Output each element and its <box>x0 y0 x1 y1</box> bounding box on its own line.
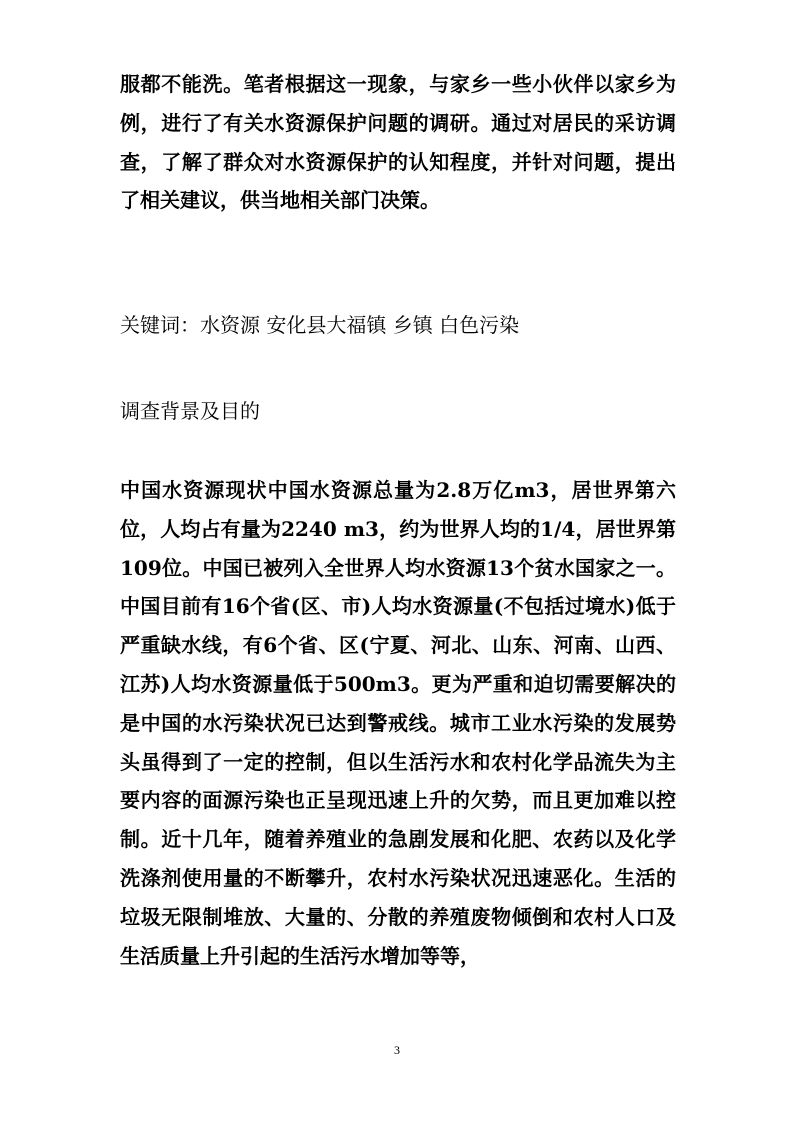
intro-paragraph: 服都不能洗。笔者根据这一现象，与家乡一些小伙伴以家乡为例，进行了有关水资源保护问题的调研。通过对居民的采访调查，了解了群众对水资源保护的认知程度，并针对问题，提出了相关建议，供当地相关部门决策。 <box>120 72 676 213</box>
section-heading: 调查背景及目的 <box>120 399 260 423</box>
keywords-line: 关键词：水资源 安化县大福镇 乡镇 白色污染 <box>120 313 520 337</box>
page-number: 3 <box>394 1043 400 1057</box>
main-paragraph: 中国水资源现状中国水资源总量为2.8万亿m3，居世界第六位，人均占有量为2240 m3，约为世界人均的1/4，居世界第109位。中国已被列入全世界人均水资源13个贫水国家之一。中国目前有16个省(区、市)人均水资源量(不包括过境水)低于严重缺水线，有6个省、区(宁夏、河北、山东、河南、山西、江苏)人均水资源量低于500m3。更为严重和迫切需要解决的是中国的水污染状况已达到警戒线。城市工业水污染的发展势头虽得到了一定的控制，但以生活污水和农村化学品流失为主要内容的面源污染也正呈现迅速上升的欠势，而且更加难以控制。近十几年，随着养殖业的急剧发展和化肥、农药以及化学洗涤剂使用量的不断攀升，农村水污染状况迅速恶化。生活的垃圾无限制堆放、大量的、分散的养殖废物倾倒和农村人口及生活质量上升引起的生活污水增加等等， <box>120 478 676 968</box>
